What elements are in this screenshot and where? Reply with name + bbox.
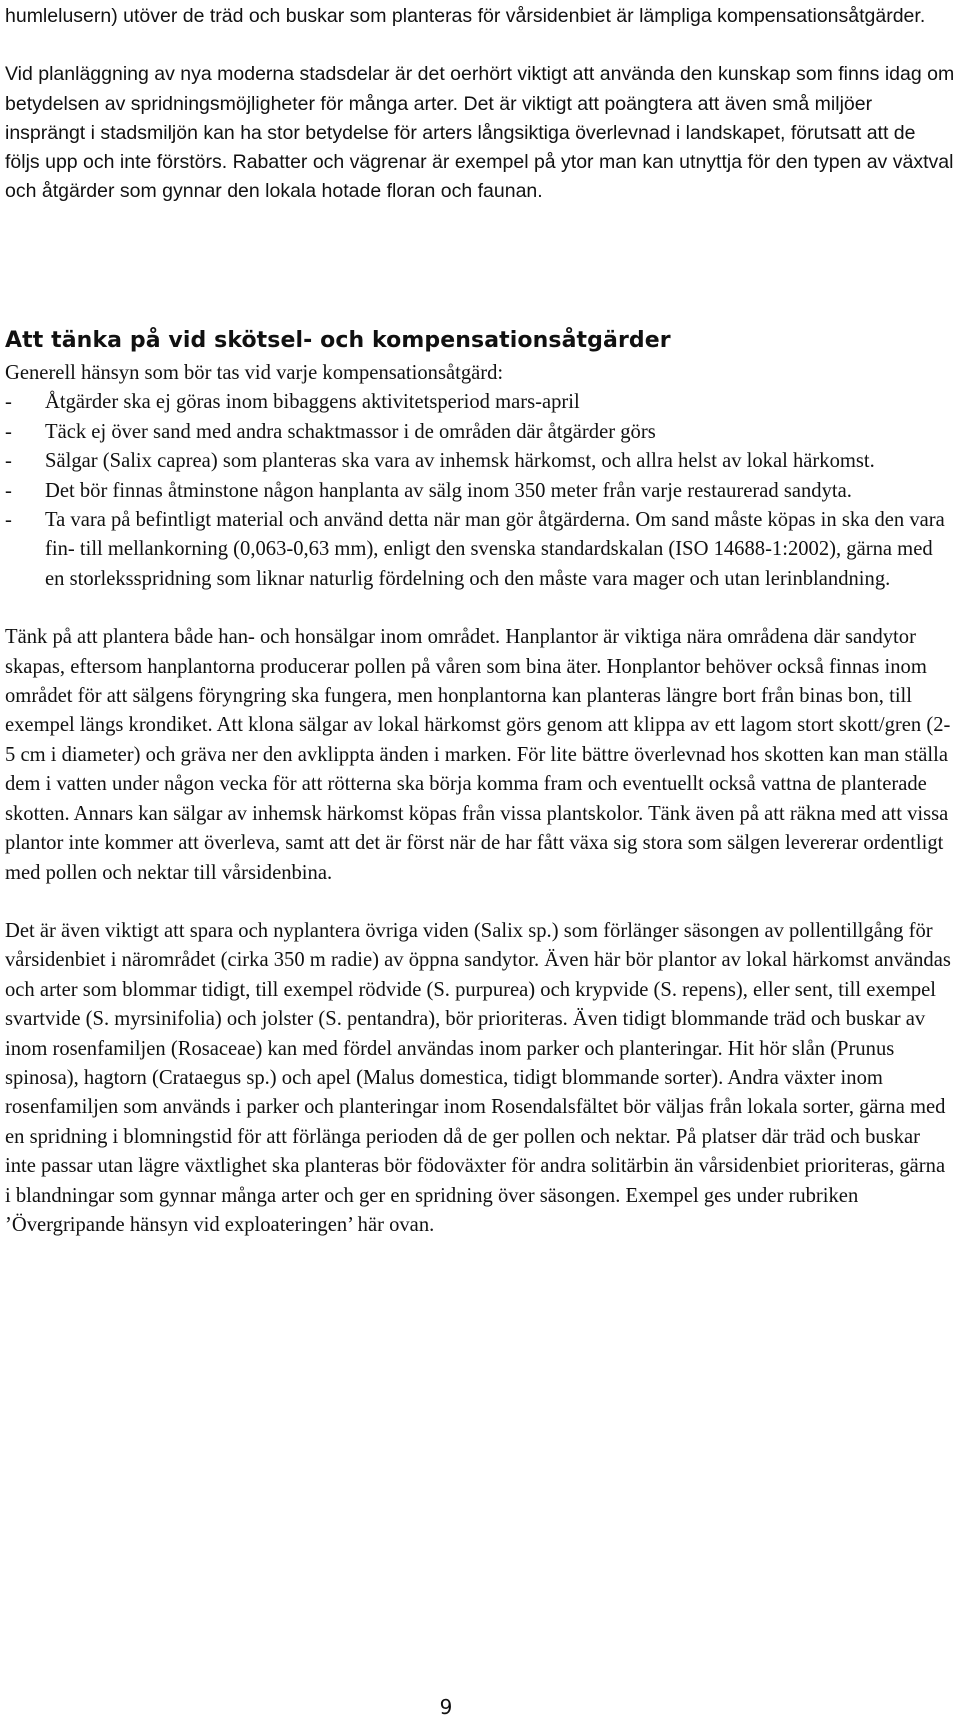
section-heading: Att tänka på vid skötsel- och kompensationsåtgärder xyxy=(5,328,671,353)
intro-paragraph-2: Vid planläggning av nya moderna stadsdelar är det oerhört viktigt att använda den kunskap som finns idag om betydelsen av spridningsmöjligheter för många arter. Det är viktigt att poängtera att även små miljöer insprängt i stadsmiljön kan ha stor betydelse för arters långsiktiga överlevnad i landskapet, förutsatt att de följs upp och inte förstörs. Rabatter och vägrenar är exempel på ytor man kan utnyttja för den typen av växtval och åtgärder som gynnar den lokala hotade floran och faunan. xyxy=(5,63,955,203)
section-body xyxy=(5,359,955,1240)
section-lead: Generell hänsyn som bör tas vid varje kompensationsåtgärd: xyxy=(5,362,504,384)
list-item: - Ta vara på befintligt material och använd detta när man gör åtgärderna. Om sand måste köpas in ska den vara fin- till mellankorning (0,063-0,63 mm), enligt den svenska standardskalan (ISO 14688-1:2002), gärna med en storleksspridning som liknar naturlig fördelning och den måste vara mager och utan lerinblandning. xyxy=(5,506,955,594)
intro-paragraph-1: humlelusern) utöver de träd och buskar som planteras för vårsidenbiet är lämpliga kompensationsåtgärder. xyxy=(5,5,926,27)
salg-paragraph: Tänk på att plantera både han- och honsälgar inom området. Hanplantor är viktiga nära områdena där sandytor skapas, eftersom hanplantorna producerar pollen på våren som bina äter. Honplantor behöver också finnas inom området för att sälgens föryngring ska fungera, men honplantorna kan planteras längre bort från binas bon, till exempel längs krondiket. Att klona sälgar av lokal härkomst görs genom att klippa av ett lagom stort skott/gren (2-5 cm i diameter) och gräva ner den avklippta änden i marken. För lite bättre överlevnad hos skotten kan man ställa dem i vatten under någon vecka för att rötterna ska börja komma fram och eventuellt också vattna de planterade skotten. Annars kan sälgar av inhemsk härkomst köpas från vissa plantskolor. Tänk även på att räkna med att vissa plantor inte kommer att överleva, samt att det är först när de har fått växa sig stora som sälgen levererar ordentligt med pollen och nektar till vårsidenbina. xyxy=(5,626,951,884)
page-number: 9 xyxy=(439,1695,453,1719)
intro-text xyxy=(5,2,955,207)
list-item: - Sälgar (Salix caprea) som planteras ska vara av inhemsk härkomst, och allra helst av lokal härkomst. xyxy=(5,447,955,476)
list-item: - Åtgärder ska ej göras inom bibaggens aktivitetsperiod mars-april xyxy=(5,388,955,417)
viden-paragraph: Det är även viktigt att spara och nyplantera övriga viden (Salix sp.) som förlänger säsongen av pollentillgång för vårsidenbiet i närområdet (cirka 350 m radie) av öppna sandytor. Även här bör plantor av lokal härkomst användas och arter som blommar tidigt, till exempel rödvide (S. purpurea) och krypvide (S. repens), eller sent, till exempel svartvide (S. myrsinifolia) och jolster (S. pentandra), bör prioriteras. Även tidigt blommande träd och buskar av inom rosenfamiljen (Rosaceae) kan med fördel användas inom parker och planteringar. Hit hör slån (Prunus spinosa), hagtorn (Crataegus sp.) och apel (Malus domestica, tidigt blommande sorter). Andra växter inom rosenfamiljen som används i parker och planteringar inom Rosendalsfältet bör väljas från lokala sorter, gärna med en spridning i blomningstid för att förlänga perioden då de ger pollen och nektar. På platser där träd och buskar inte passar utan lägre växtlighet ska planteras bör födoväxter för andra solitärbin än vårsidenbiet prioriteras, gärna i blandningar som gynnar många arter och ger en spridning över säsongen. Exempel ges under rubriken ’Övergripande hänsyn vid exploateringen’ här ovan. xyxy=(5,919,951,1236)
measures-list xyxy=(5,388,955,594)
list-item: - Täck ej över sand med andra schaktmassor i de områden där åtgärder görs xyxy=(5,418,955,447)
list-item: - Det bör finnas åtminstone någon hanplanta av sälg inom 350 meter från varje restaurerad sandyta. xyxy=(5,477,955,506)
